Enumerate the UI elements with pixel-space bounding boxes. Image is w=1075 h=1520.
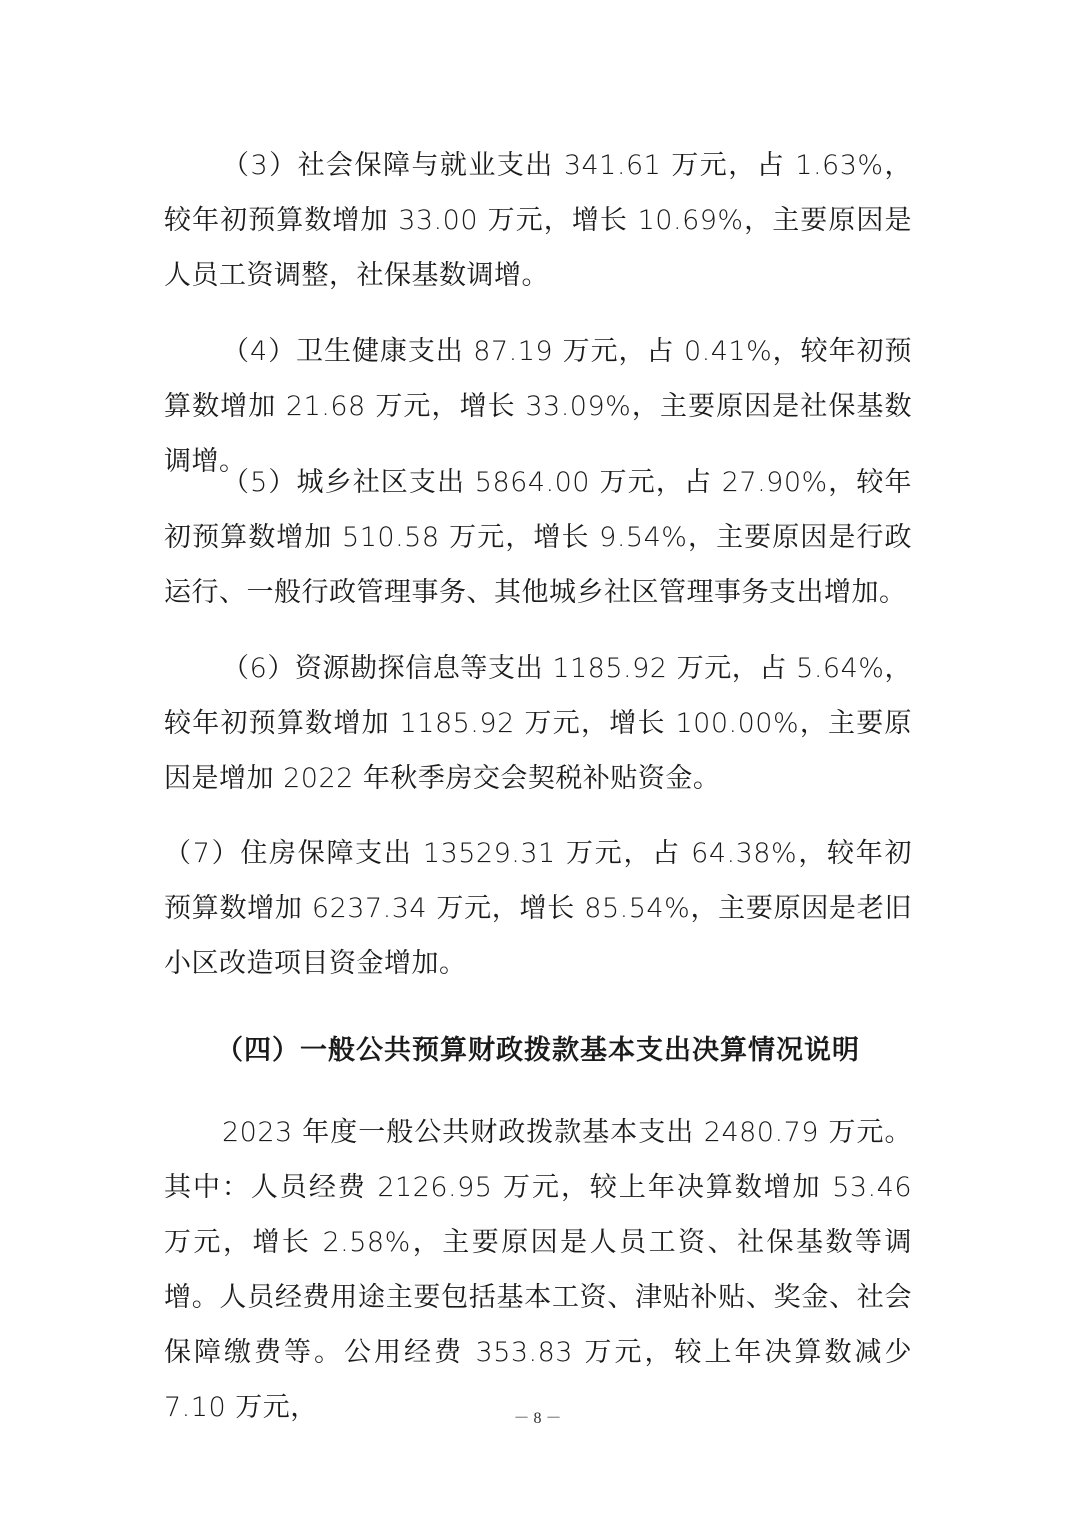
paragraph-urban-rural: （5）城乡社区支出 5864.00 万元，占 27.90%，较年初预算数增加 510.58 万元，增长 9.54%，主要原因是行政运行、一般行政管理事务、其他城乡社区管理事务支出增加。 bbox=[164, 467, 912, 608]
paragraph-social-security: （3）社会保障与就业支出 341.61 万元，占 1.63%，较年初预算数增加 33.00 万元，增长 10.69%，主要原因是人员工资调整，社保基数调增。 bbox=[164, 150, 912, 291]
page-number: － 8 － bbox=[513, 1410, 562, 1427]
paragraph-resource-exploration: （6）资源勘探信息等支出 1185.92 万元，占 5.64%，较年初预算数增加 1185.92 万元，增长 100.00%，主要原因是增加 2022 年秋季房交会契税补贴资金。 bbox=[164, 653, 912, 794]
paragraph-housing: （7）住房保障支出 13529.31 万元，占 64.38%，较年初预算数增加 6237.34 万元，增长 85.54%，主要原因是老旧小区改造项目资金增加。 bbox=[164, 838, 912, 979]
section-heading: （四）一般公共预算财政拨款基本支出决算情况说明 bbox=[216, 1035, 860, 1066]
paragraph-basic-expenditure: 2023 年度一般公共财政拨款基本支出 2480.79 万元。其中：人员经费 2126.95 万元，较上年决算数增加 53.46 万元，增长 2.58%，主要原因是人员工资、社保基数等调增。人员经费用途主要包括基本工资、津贴补贴、奖金、社会保障缴费等。公用经费 353.83 万元，较上年决算数减少 7.10 万元， bbox=[164, 1117, 912, 1423]
paragraph-health: （4）卫生健康支出 87.19 万元，占 0.41%，较年初预算数增加 21.68 万元，增长 33.09%，主要原因是社保基数调增。 bbox=[164, 336, 912, 477]
